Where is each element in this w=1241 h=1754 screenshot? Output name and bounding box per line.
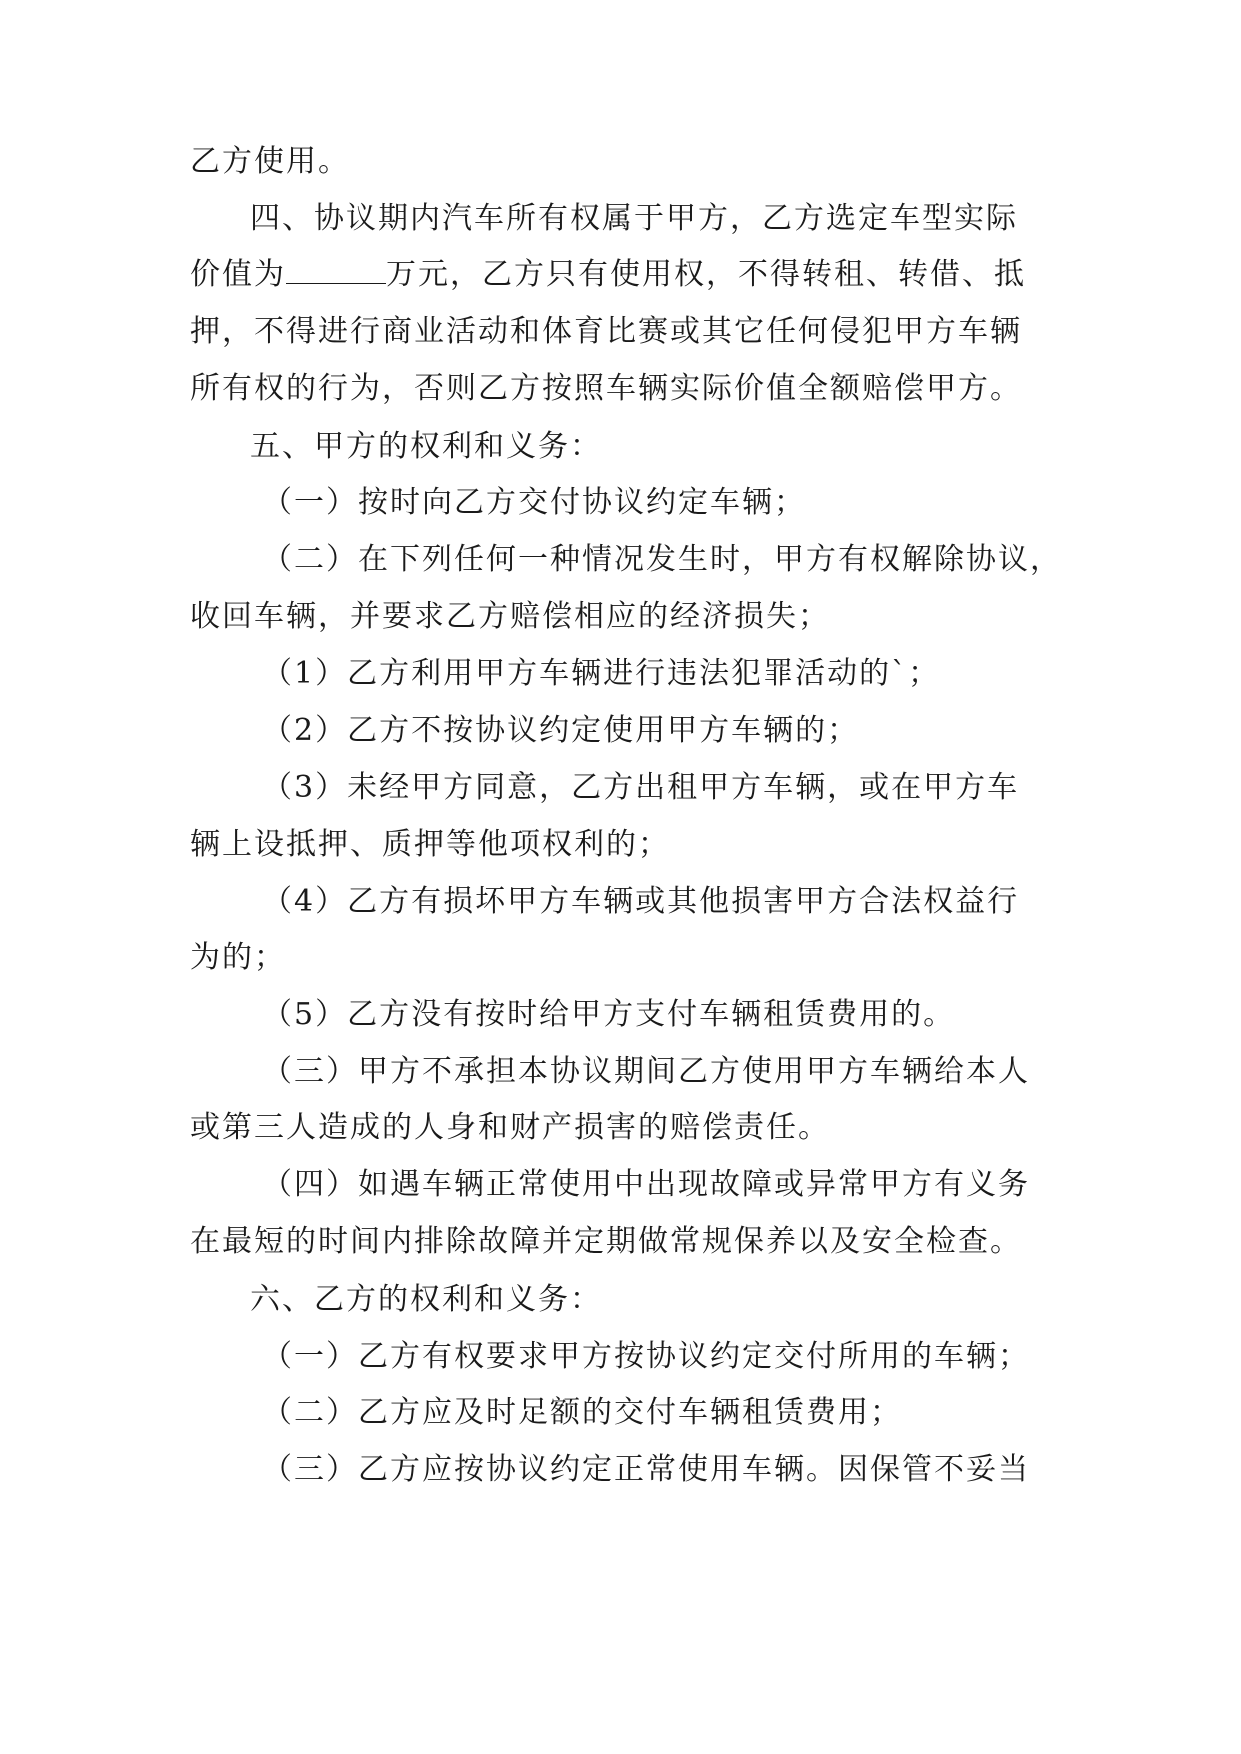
text-line: 在最短的时间内排除故障并定期做常规保养以及安全检查。: [190, 1224, 1022, 1259]
text-line: （四）如遇车辆正常使用中出现故障或异常甲方有义务: [262, 1167, 1030, 1202]
text-line: （三）乙方应按协议约定正常使用车辆。因保管不妥当: [262, 1452, 1030, 1487]
section-heading: 五、甲方的权利和义务：: [250, 429, 602, 464]
text-line: 乙方使用。: [190, 144, 350, 179]
text-line: （一）按时向乙方交付协议约定车辆；: [262, 485, 806, 520]
text-line: 所有权的行为，否则乙方按照车辆实际价值全额赔偿甲方。: [190, 371, 1022, 406]
text-line: （二）乙方应及时足额的交付车辆租赁费用；: [262, 1395, 902, 1430]
text-line: 收回车辆，并要求乙方赔偿相应的经济损失；: [190, 599, 830, 634]
text-line: 押，不得进行商业活动和体育比赛或其它任何侵犯甲方车辆: [190, 314, 1022, 349]
text-line: 四、协议期内汽车所有权属于甲方，乙方选定车型实际: [250, 201, 1018, 236]
text-line: 为的；: [190, 940, 286, 975]
text-line: （4）乙方有损坏甲方车辆或其他损害甲方合法权益行: [262, 884, 1020, 919]
section-heading: 六、乙方的权利和义务：: [250, 1282, 602, 1317]
text-line: [190, 255, 1060, 295]
text-line: （5）乙方没有按时给甲方支付车辆租赁费用的。: [262, 997, 956, 1032]
text-line: 或第三人造成的人身和财产损害的赔偿责任。: [190, 1110, 830, 1145]
text-line: （3）未经甲方同意，乙方出租甲方车辆，或在甲方车: [262, 770, 1020, 805]
text-line: （一）乙方有权要求甲方按协议约定交付所用的车辆；: [262, 1339, 1030, 1374]
text-line: （1）乙方利用甲方车辆进行违法犯罪活动的`；: [262, 656, 941, 691]
text-line: （二）在下列任何一种情况发生时，甲方有权解除协议，: [262, 542, 1062, 577]
text-segment: 价值为: [190, 257, 286, 292]
text-segment: 万元，乙方只有使用权，不得转租、转借、抵: [386, 257, 1026, 292]
text-line: 辆上设抵押、质押等他项权利的；: [190, 827, 670, 862]
text-line: （2）乙方不按协议约定使用甲方车辆的；: [262, 713, 860, 748]
text-line: （三）甲方不承担本协议期间乙方使用甲方车辆给本人: [262, 1054, 1030, 1089]
fill-in-blank: [286, 255, 386, 284]
